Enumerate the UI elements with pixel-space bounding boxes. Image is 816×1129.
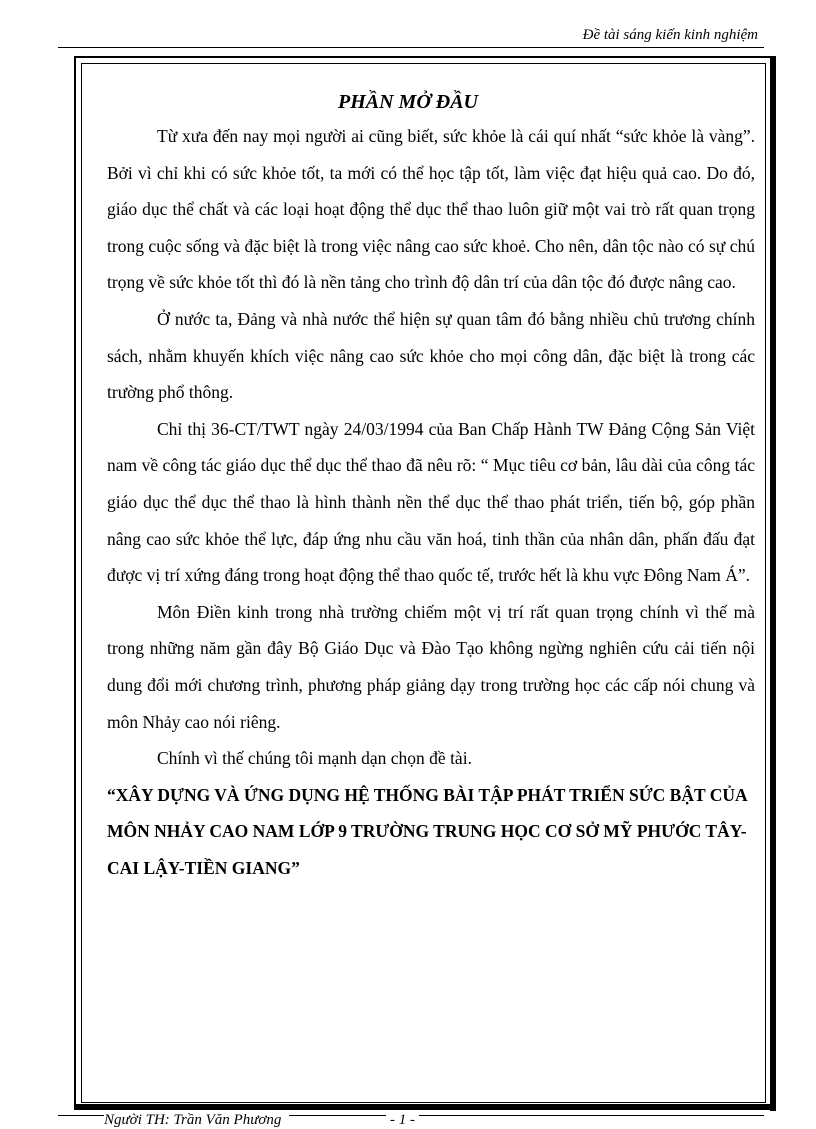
paragraph-3: Chỉ thị 36-CT/TWT ngày 24/03/1994 của Ban Chấp Hành TW Đảng Cộng Sản Việt nam về công tác giáo dục thể dục thể thao đã nêu rõ: “ Mục tiêu cơ bản, lâu dài của công tác giáo dục thể dục thể thao là hình thành nền thể dục thể thao phát triển, tiến bộ, góp phần nâng cao sức khỏe thể lực, đáp ứng nhu cầu văn hoá, tinh thần của nhân dân, phấn đấu đạt được vị trí xứng đáng trong hoạt động thể thao quốc tế, trước hết là khu vực Đông Nam Á”. — [107, 418, 755, 586]
paragraph-5: Chính vì thế chúng tôi mạnh dạn chọn đề tài. — [157, 748, 472, 769]
page-border-shadow-bottom — [74, 1104, 776, 1110]
paragraph-4: Môn Điền kinh trong nhà trường chiếm một vị trí rất quan trọng chính vì thế mà trong những năm gần đây Bộ Giáo Dục và Đào Tạo không ngừng nghiên cứu cải tiến nội dung đổi mới chương trình, phương pháp giảng dạy trong trường học các cấp nói chung và môn Nhảy cao nói riêng. — [107, 601, 755, 732]
paragraph-2: Ở nước ta, Đảng và nhà nước thể hiện sự quan tâm đó bằng nhiều chủ trương chính sách, nhằm khuyến khích việc nâng cao sức khỏe cho mọi công dân, đặc biệt là trong các trường phổ thông. — [107, 308, 755, 403]
research-topic-title: “XÂY DỰNG VÀ ỨNG DỤNG HỆ THỐNG BÀI TẬP PHÁT TRIỂN SỨC BẬT CỦA MÔN NHẢY CAO NAM LỚP 9 TRƯỜNG TRUNG HỌC CƠ SỞ MỸ PHƯỚC TÂY- CAI LẬY-TIỀN GIANG” — [107, 784, 747, 878]
document-body — [107, 118, 755, 886]
footer-author: Người TH: Trần Văn Phương — [104, 1112, 289, 1129]
header-rule — [58, 47, 764, 48]
page-border-shadow-right — [770, 56, 776, 1111]
section-title: PHẦN MỞ ĐẦU — [337, 91, 478, 113]
paragraph-1: Từ xưa đến nay mọi người ai cũng biết, sức khỏe là cái quí nhất “sức khỏe là vàng”. Bởi vì chỉ khi có sức khỏe tốt, ta mới có thể học tập tốt, làm việc đạt hiệu quả cao. Do đó, giáo dục thể chất và các loại hoạt động thể dục thể thao luôn giữ một vai trò rất quan trọng trong cuộc sống và đặc biệt là trong việc nâng cao sức khoẻ. Cho nên, dân tộc nào có sự chú trọng về sức khỏe tốt thì đó là nền tảng cho trình độ dân trí của dân tộc đó được nâng cao. — [107, 126, 755, 293]
running-header: Đề tài sáng kiến kinh nghiệm — [582, 27, 758, 43]
page-number: - 1 - — [386, 1112, 419, 1129]
